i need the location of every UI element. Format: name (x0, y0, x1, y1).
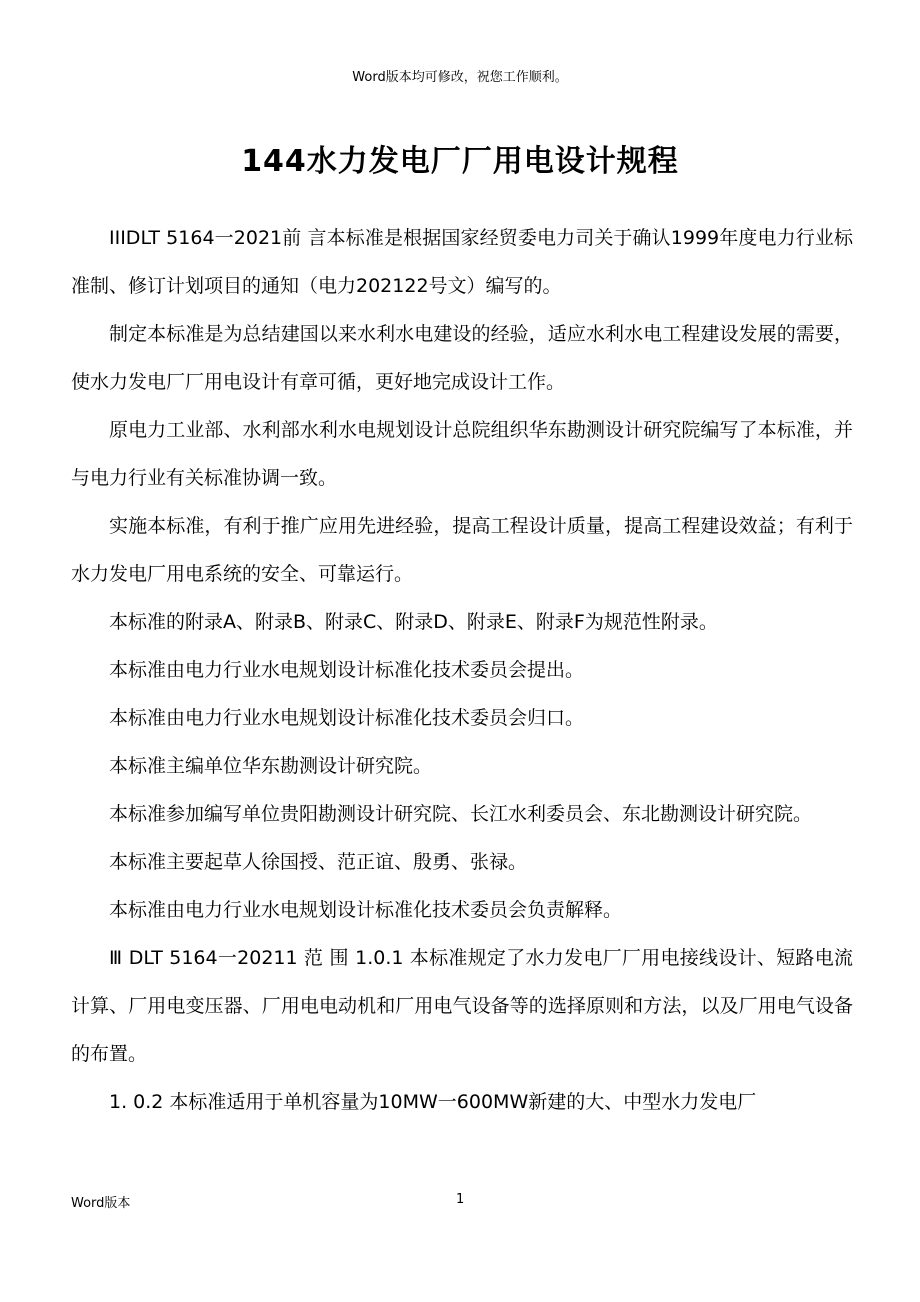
paragraph: 原电力工业部、水利部水利水电规划设计总院组织华东勘测设计研究院编写了本标准，并与电力行业有关标准协调一致。 (71, 419, 853, 489)
document-title: 144水力发电厂厂用电设计规程 (241, 144, 679, 179)
paragraph: 本标准由电力行业水电规划设计标准化技术委员会提出。 (109, 659, 585, 681)
paragraph: 本标准参加编写单位贵阳勘测设计研究院、长江水利委员会、东北勘测设计研究院。 (109, 803, 813, 825)
paragraph: Ⅲ DLT 5164一20211 范 围 1.0.1 本标准规定了水力发电厂厂用电接线设计、短路电流计算、厂用电变压器、厂用电电动机和厂用电气设备等的选择原则和方法，以及厂用电气设备的布置。 (71, 947, 853, 1065)
paragraph: 实施本标准，有利于推广应用先进经验，提高工程设计质量，提高工程建设效益；有利于水力发电厂用电系统的安全、可靠运行。 (71, 515, 853, 585)
paragraph: 1. 0.2 本标准适用于单机容量为10MW一600MW新建的大、中型水力发电厂 (109, 1091, 757, 1113)
header-note: Word版本均可修改，祝您工作顺利。 (352, 70, 568, 85)
paragraph: 本标准由电力行业水电规划设计标准化技术委员会负责解释。 (109, 899, 623, 921)
paragraph: 本标准主编单位华东勘测设计研究院。 (109, 755, 433, 777)
footer-label: Word版本 (71, 1196, 131, 1211)
paragraph: 本标准的附录A、附录B、附录C、附录D、附录E、附录F为规范性附录。 (109, 611, 718, 633)
paragraph: IIIDLT 5164一2021前 言本标准是根据国家经贸委电力司关于确认1999年度电力行业标准制、修订计划项目的通知（电力202122号文）编写的。 (71, 227, 853, 297)
page-number: 1 (456, 1192, 465, 1207)
paragraph: 本标准主要起草人徐国授、范正谊、殷勇、张禄。 (109, 851, 528, 873)
paragraph: 本标准由电力行业水电规划设计标准化技术委员会归口。 (109, 707, 585, 729)
paragraph: 制定本标准是为总结建国以来水利水电建设的经验，适应水利水电工程建设发展的需要，使水力发电厂厂用电设计有章可循，更好地完成设计工作。 (71, 323, 853, 393)
document-body (71, 214, 853, 1126)
